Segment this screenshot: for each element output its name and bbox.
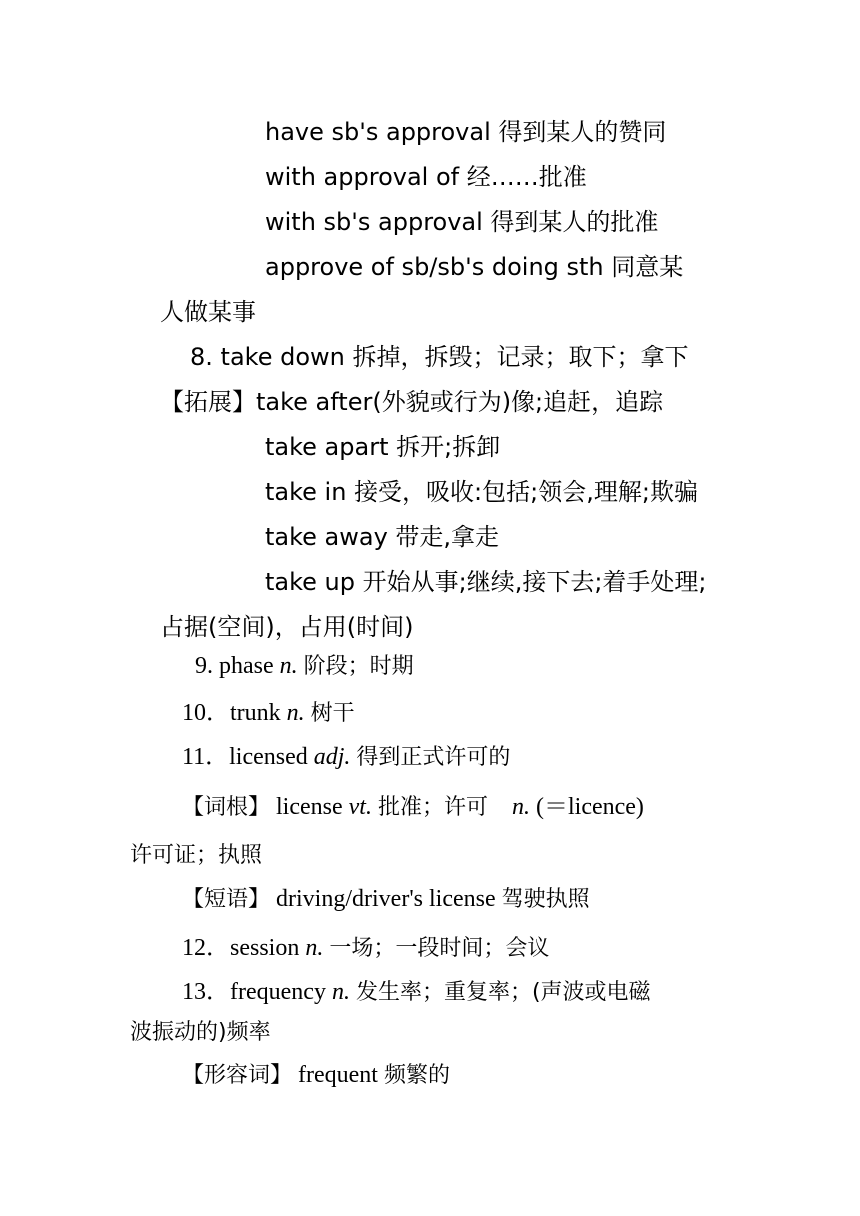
root-variant: (＝licence) bbox=[536, 794, 644, 820]
phrase-take-up-cont: 占据(空间)，占用(时间) bbox=[160, 613, 414, 641]
entry-meaning-cont: 波振动的)频率 bbox=[130, 1020, 271, 1045]
root-word: license bbox=[276, 794, 343, 820]
root-license-cont bbox=[130, 838, 262, 869]
phrase-take-apart: take apart 拆开;拆卸 bbox=[265, 433, 501, 461]
root-meaning-cont: 许可证；执照 bbox=[130, 843, 263, 868]
entry-meaning: 阶段；时期 bbox=[303, 654, 414, 679]
entry-word: phase bbox=[219, 653, 274, 679]
extension-take-after: 【拓展】take after(外貌或行为)像;追赶，追踪 bbox=[160, 388, 664, 416]
part-of-speech: adj. bbox=[313, 744, 351, 770]
entry-phase bbox=[195, 649, 414, 680]
entry-frequency-cont bbox=[130, 1015, 271, 1046]
adjective-tag: 【形容词】 bbox=[182, 1063, 293, 1088]
entry-number: 11． bbox=[182, 744, 230, 770]
phrase-with-sb-approval: with sb's approval 得到某人的批准 bbox=[265, 208, 659, 236]
entry-frequency bbox=[182, 971, 651, 1006]
entry-word: session bbox=[230, 935, 300, 961]
root-license bbox=[182, 786, 644, 821]
part-of-speech: n. bbox=[331, 979, 350, 1005]
root-tag: 【词根】 bbox=[182, 795, 271, 820]
entry-meaning: 一场；一段时间；会议 bbox=[329, 936, 550, 961]
phrase-with-approval-of: with approval of 经……批准 bbox=[265, 163, 587, 191]
adjective-word: frequent bbox=[298, 1062, 378, 1088]
entry-word: frequency bbox=[230, 979, 326, 1005]
entry-meaning: 得到正式许可的 bbox=[356, 745, 511, 770]
phrase-take-up: take up 开始从事;继续,接下去;着手处理; bbox=[265, 568, 707, 596]
phrase-tag: 【短语】 bbox=[182, 887, 271, 912]
part-of-speech: n. bbox=[279, 653, 298, 679]
entry-trunk bbox=[182, 692, 355, 727]
phrase-have-approval: have sb's approval 得到某人的赞同 bbox=[265, 118, 667, 146]
adjective-frequent bbox=[182, 1058, 450, 1089]
phrase-take-away: take away 带走,拿走 bbox=[265, 523, 500, 551]
part-of-speech: vt. bbox=[348, 794, 372, 820]
phrase-approve-of: approve of sb/sb's doing sth 同意某 bbox=[265, 253, 684, 281]
phrase-meaning: 驾驶执照 bbox=[501, 887, 590, 912]
adjective-meaning: 频繁的 bbox=[383, 1063, 450, 1088]
entry-meaning: 树干 bbox=[310, 701, 355, 726]
entry-session bbox=[182, 927, 549, 962]
part-of-speech: n. bbox=[305, 935, 324, 961]
entry-number: 12． bbox=[182, 935, 230, 961]
phrase-driving-license bbox=[182, 882, 590, 913]
entry-meaning: 发生率；重复率；(声波或电磁 bbox=[355, 980, 651, 1005]
root-meaning: 批准；许可 bbox=[377, 795, 488, 820]
entry-word: trunk bbox=[230, 700, 281, 726]
phrase-approve-of-cont: 人做某事 bbox=[160, 298, 256, 326]
entry-number: 9. bbox=[195, 653, 213, 679]
part-of-speech: n. bbox=[512, 794, 530, 820]
part-of-speech: n. bbox=[286, 700, 305, 726]
entry-number: 13． bbox=[182, 979, 230, 1005]
entry-number: 10． bbox=[182, 700, 230, 726]
phrase-take-in: take in 接受，吸收:包括;领会,理解;欺骗 bbox=[265, 478, 698, 506]
entry-licensed bbox=[182, 736, 510, 771]
entry-take-down: 8. take down 拆掉，拆毁；记录；取下；拿下 bbox=[190, 343, 689, 371]
entry-word: licensed bbox=[229, 744, 308, 770]
phrase-text: driving/driver's license bbox=[276, 886, 496, 912]
